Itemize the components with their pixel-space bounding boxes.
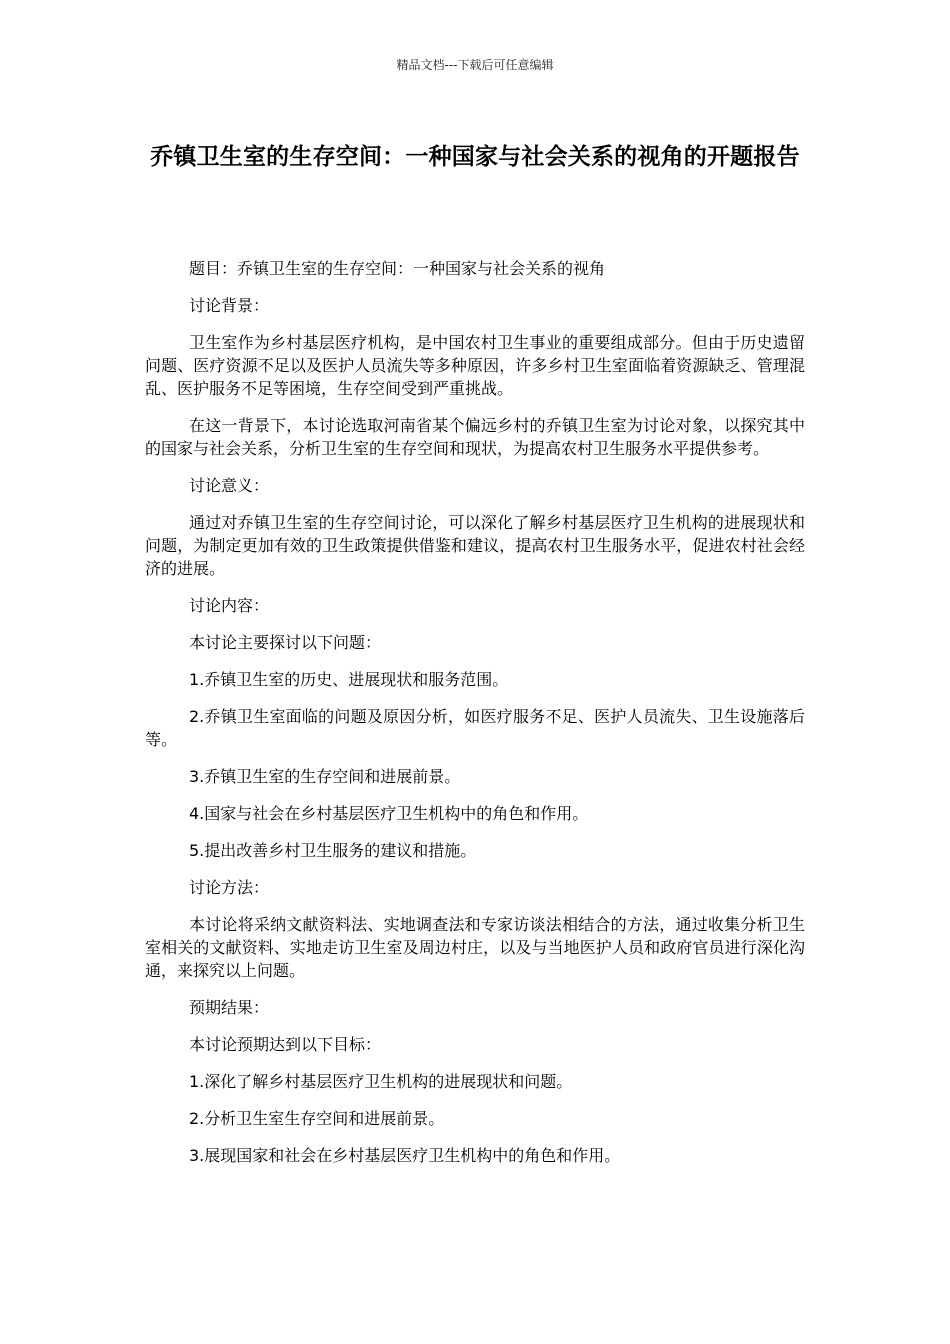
paragraph-method: 本讨论将采纳文献资料法、实地调查法和专家访谈法相结合的方法，通过收集分析卫生室相关的文献资料、实地走访卫生室及周边村庄，以及与当地医护人员和政府官员进行深化沟通，来探究以上问题。	[145, 915, 805, 980]
heading-background: 讨论背景：	[189, 296, 270, 315]
document-title: 乔镇卫生室的生存空间：一种国家与社会关系的视角的开题报告	[150, 144, 800, 170]
list-item-result-1: 1.深化了解乡村基层医疗卫生机构的进展现状和问题。	[189, 1072, 573, 1091]
paragraph-background-1: 卫生室作为乡村基层医疗机构，是中国农村卫生事业的重要组成部分。但由于历史遗留问题、医疗资源不足以及医护人员流失等多种原因，许多乡村卫生室面临着资源缺乏、管理混乱、医护服务不足等困境，生存空间受到严重挑战。	[145, 333, 805, 398]
document-body	[145, 257, 805, 1181]
page-header: 精品文档---下载后可任意编辑	[396, 58, 554, 72]
list-item-content-4: 4.国家与社会在乡村基层医疗卫生机构中的角色和作用。	[189, 804, 589, 823]
list-item-content-5: 5.提出改善乡村卫生服务的建议和措施。	[189, 841, 477, 860]
paragraph-background-2: 在这一背景下，本讨论选取河南省某个偏远乡村的乔镇卫生室为讨论对象，以探究其中的国家与社会关系，分析卫生室的生存空间和现状，为提高农村卫生服务水平提供参考。	[145, 416, 805, 458]
list-item-result-2: 2.分析卫生室生存空间和进展前景。	[189, 1109, 445, 1128]
heading-method: 讨论方法：	[189, 878, 270, 897]
paragraph-significance: 通过对乔镇卫生室的生存空间讨论，可以深化了解乡村基层医疗卫生机构的进展现状和问题，为制定更加有效的卫生政策提供借鉴和建议，提高农村卫生服务水平，促进农村社会经济的进展。	[145, 513, 805, 578]
heading-content: 讨论内容：	[189, 596, 270, 615]
list-item-result-3: 3.展现国家和社会在乡村基层医疗卫生机构中的角色和作用。	[189, 1146, 621, 1165]
list-item-content-1: 1.乔镇卫生室的历史、进展现状和服务范围。	[189, 670, 509, 689]
list-item-content-3: 3.乔镇卫生室的生存空间和进展前景。	[189, 767, 461, 786]
heading-expected-results: 预期结果：	[189, 998, 270, 1017]
paragraph-results-intro: 本讨论预期达到以下目标：	[189, 1035, 382, 1054]
list-item-content-2: 2.乔镇卫生室面临的问题及原因分析，如医疗服务不足、医护人员流失、卫生设施落后等。	[145, 707, 805, 749]
heading-significance: 讨论意义：	[189, 476, 270, 495]
paragraph-content-intro: 本讨论主要探讨以下问题：	[189, 633, 382, 652]
paragraph-topic: 题目：乔镇卫生室的生存空间：一种国家与社会关系的视角	[189, 259, 606, 278]
